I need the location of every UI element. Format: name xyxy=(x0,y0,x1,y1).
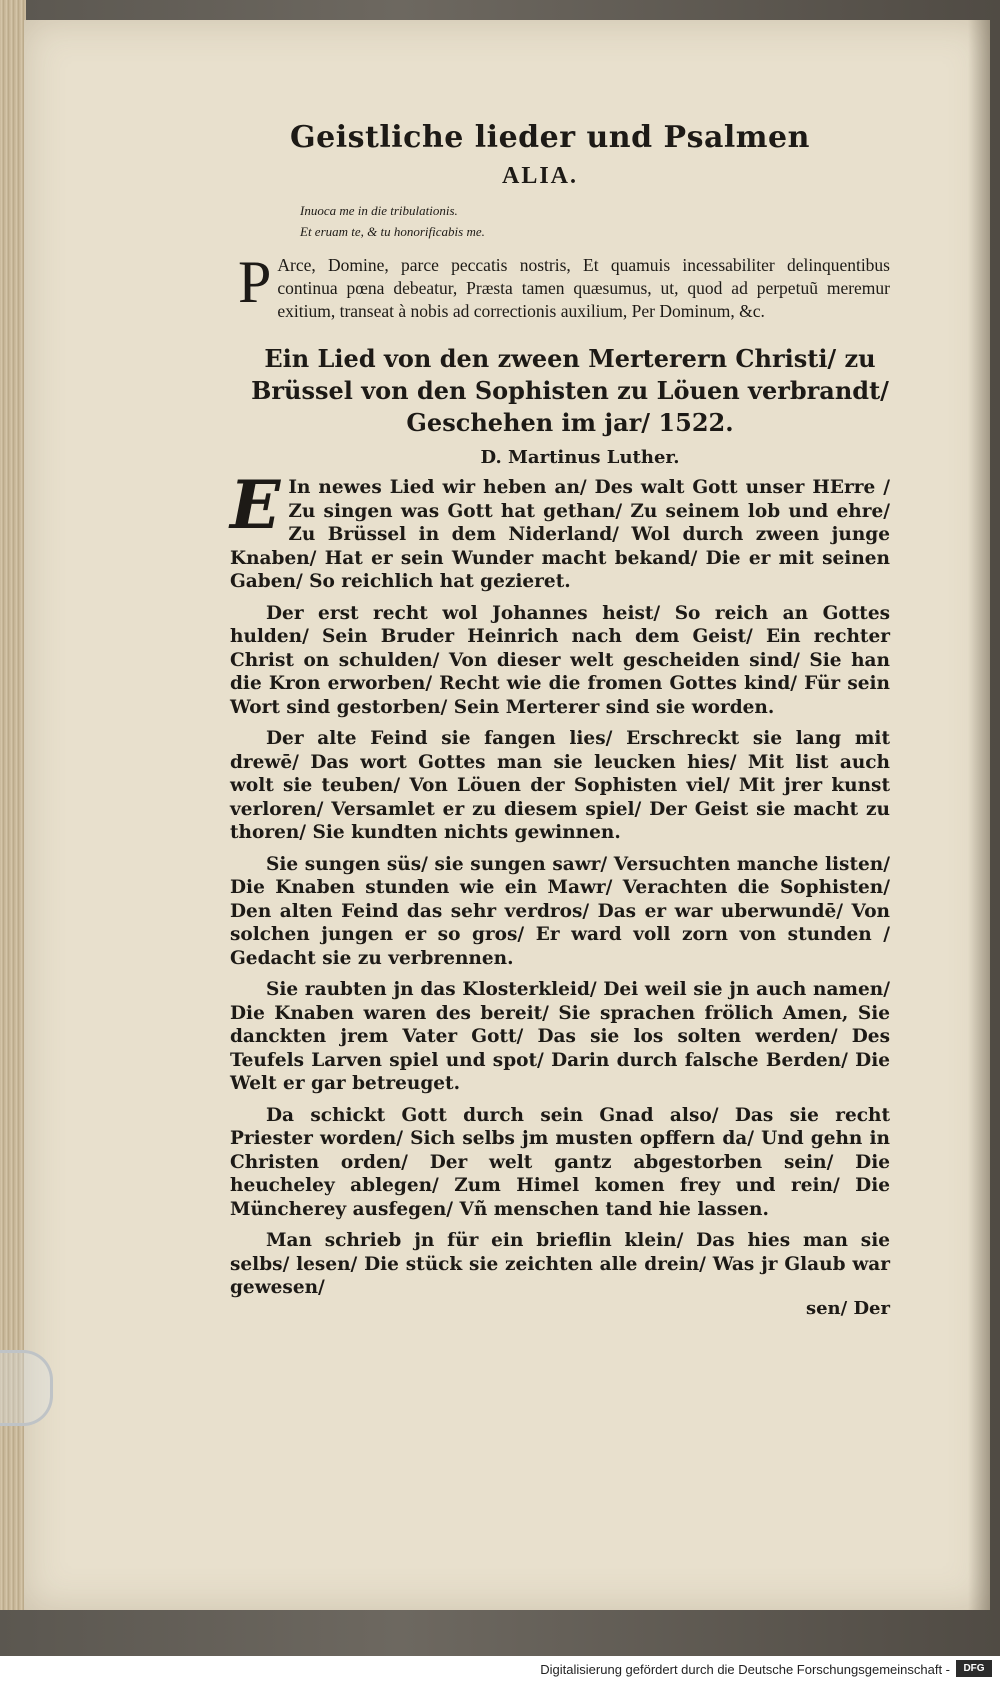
stanza-text: In newes Lied wir heben an/ Des walt Gott unser HErre / Zu singen was Gott hat gethan/ Zu seinem lob und ehre/ Zu Brüssel in dem Niderland/ Wol durch zween junge Knaben/ Hat er sein Wunder macht bekand/ Die er mit seinen Gaben/ So reichlich hat gezieret. xyxy=(230,477,890,592)
funding-credit: Digitalisierung gefördert durch die Deutsche Forschungsgemeinschaft - xyxy=(540,1662,950,1677)
drop-cap: E xyxy=(230,466,281,544)
stanza xyxy=(230,466,890,594)
footer-bar xyxy=(0,1656,1000,1682)
motto-line: Inuoca me in die tribulationis. xyxy=(300,203,458,218)
prayer xyxy=(238,249,890,323)
page-clip xyxy=(0,1350,53,1426)
stanza: Man schrieb jn für ein brieflin klein/ Das hies man sie selbs/ lesen/ Die stück sie zeichten alle drein/ Was jr Glaub war gewesen/ xyxy=(230,1230,890,1298)
stanza: Der erst recht wol Johannes heist/ So reich an Gottes hulden/ Sein Bruder Heinrich nach dem Geist/ Ein rechter Christ on schulden/ Von dieser welt gescheiden sind/ Sie han die Kron erworben/ Recht wie die fromen Gottes kind/ Für sein Wort sind gestorben/ Sein Merterer sind sie worden. xyxy=(230,602,890,718)
running-head: Geistliche lieder und Psalmen xyxy=(290,120,810,155)
stanza: Sie sungen süs/ sie sungen sawr/ Versuchten manche listen/ Die Knaben stunden wie ein Mawr/ Verachten die Sophisten/ Den alten Feind das sehr verdros/ Das er war uberwundē/ Von solchen jungen er so gros/ Er ward voll zorn von stunden / Gedacht sie zu verbrennen. xyxy=(230,853,890,969)
motto xyxy=(300,200,890,242)
song-title: Ein Lied von den zween Merterern Christi/ zu Brüssel von den Sophisten zu Löuen verbrandt/ Geschehen im jar/ 1522. xyxy=(251,344,889,437)
motto-line: Et eruam te, & tu honorificabis me. xyxy=(300,224,485,239)
prayer-text: Arce, Domine, parce peccatis nostris, Et quamuis incessabiliter delinquentibus continua pœna debeatur, Præsta tamen quæsumus, ut, quod ad perpetuũ meremur exitium, transeat à nobis ad correctionis auxilium, Per Dominum, &c. xyxy=(277,255,890,321)
stanza: Sie raubten jn das Klosterkleid/ Dei weil sie jn auch namen/ Die Knaben waren des bereit/ Sie sprachen frölich Amen, Sie danckten jrem Vater Gott/ Das sie los solten werden/ Des Teufels Larven spiel und spot/ Darin durch falsche Berden/ Die Welt er gar betreuget. xyxy=(230,979,890,1094)
song-author: D. Martinus Luther. xyxy=(480,447,680,468)
dfg-logo: DFG xyxy=(956,1660,992,1677)
catchword: sen/ Der xyxy=(805,1297,890,1319)
stanza: Der alte Feind sie fangen lies/ Erschreckt sie lang mit drewē/ Das wort Gottes man sie leucken hies/ Mit list auch wolt sie teuben/ Von Löuen der Sophisten viel/ Mit jrer kunst verloren/ Versamlet er zu diesem spiel/ Der Geist sie macht zu thoren/ Sie kundten nichts gewinnen. xyxy=(230,728,890,843)
stanza: Da schickt Gott durch sein Gnad also/ Das sie recht Priester worden/ Sich selbs jm musten opffern da/ Und gehn in Christen orden/ Der welt gantz abgestorben sein/ Die heucheley ablegen/ Zum Himel komen frey und rein/ Die Müncherey ausfegen/ Vñ menschen tand hie lassen. xyxy=(230,1104,890,1220)
section-title: ALIA. xyxy=(501,163,578,189)
page-content xyxy=(230,120,890,1319)
gutter-shadow xyxy=(968,20,990,1610)
prayer-initial: P xyxy=(238,249,272,315)
